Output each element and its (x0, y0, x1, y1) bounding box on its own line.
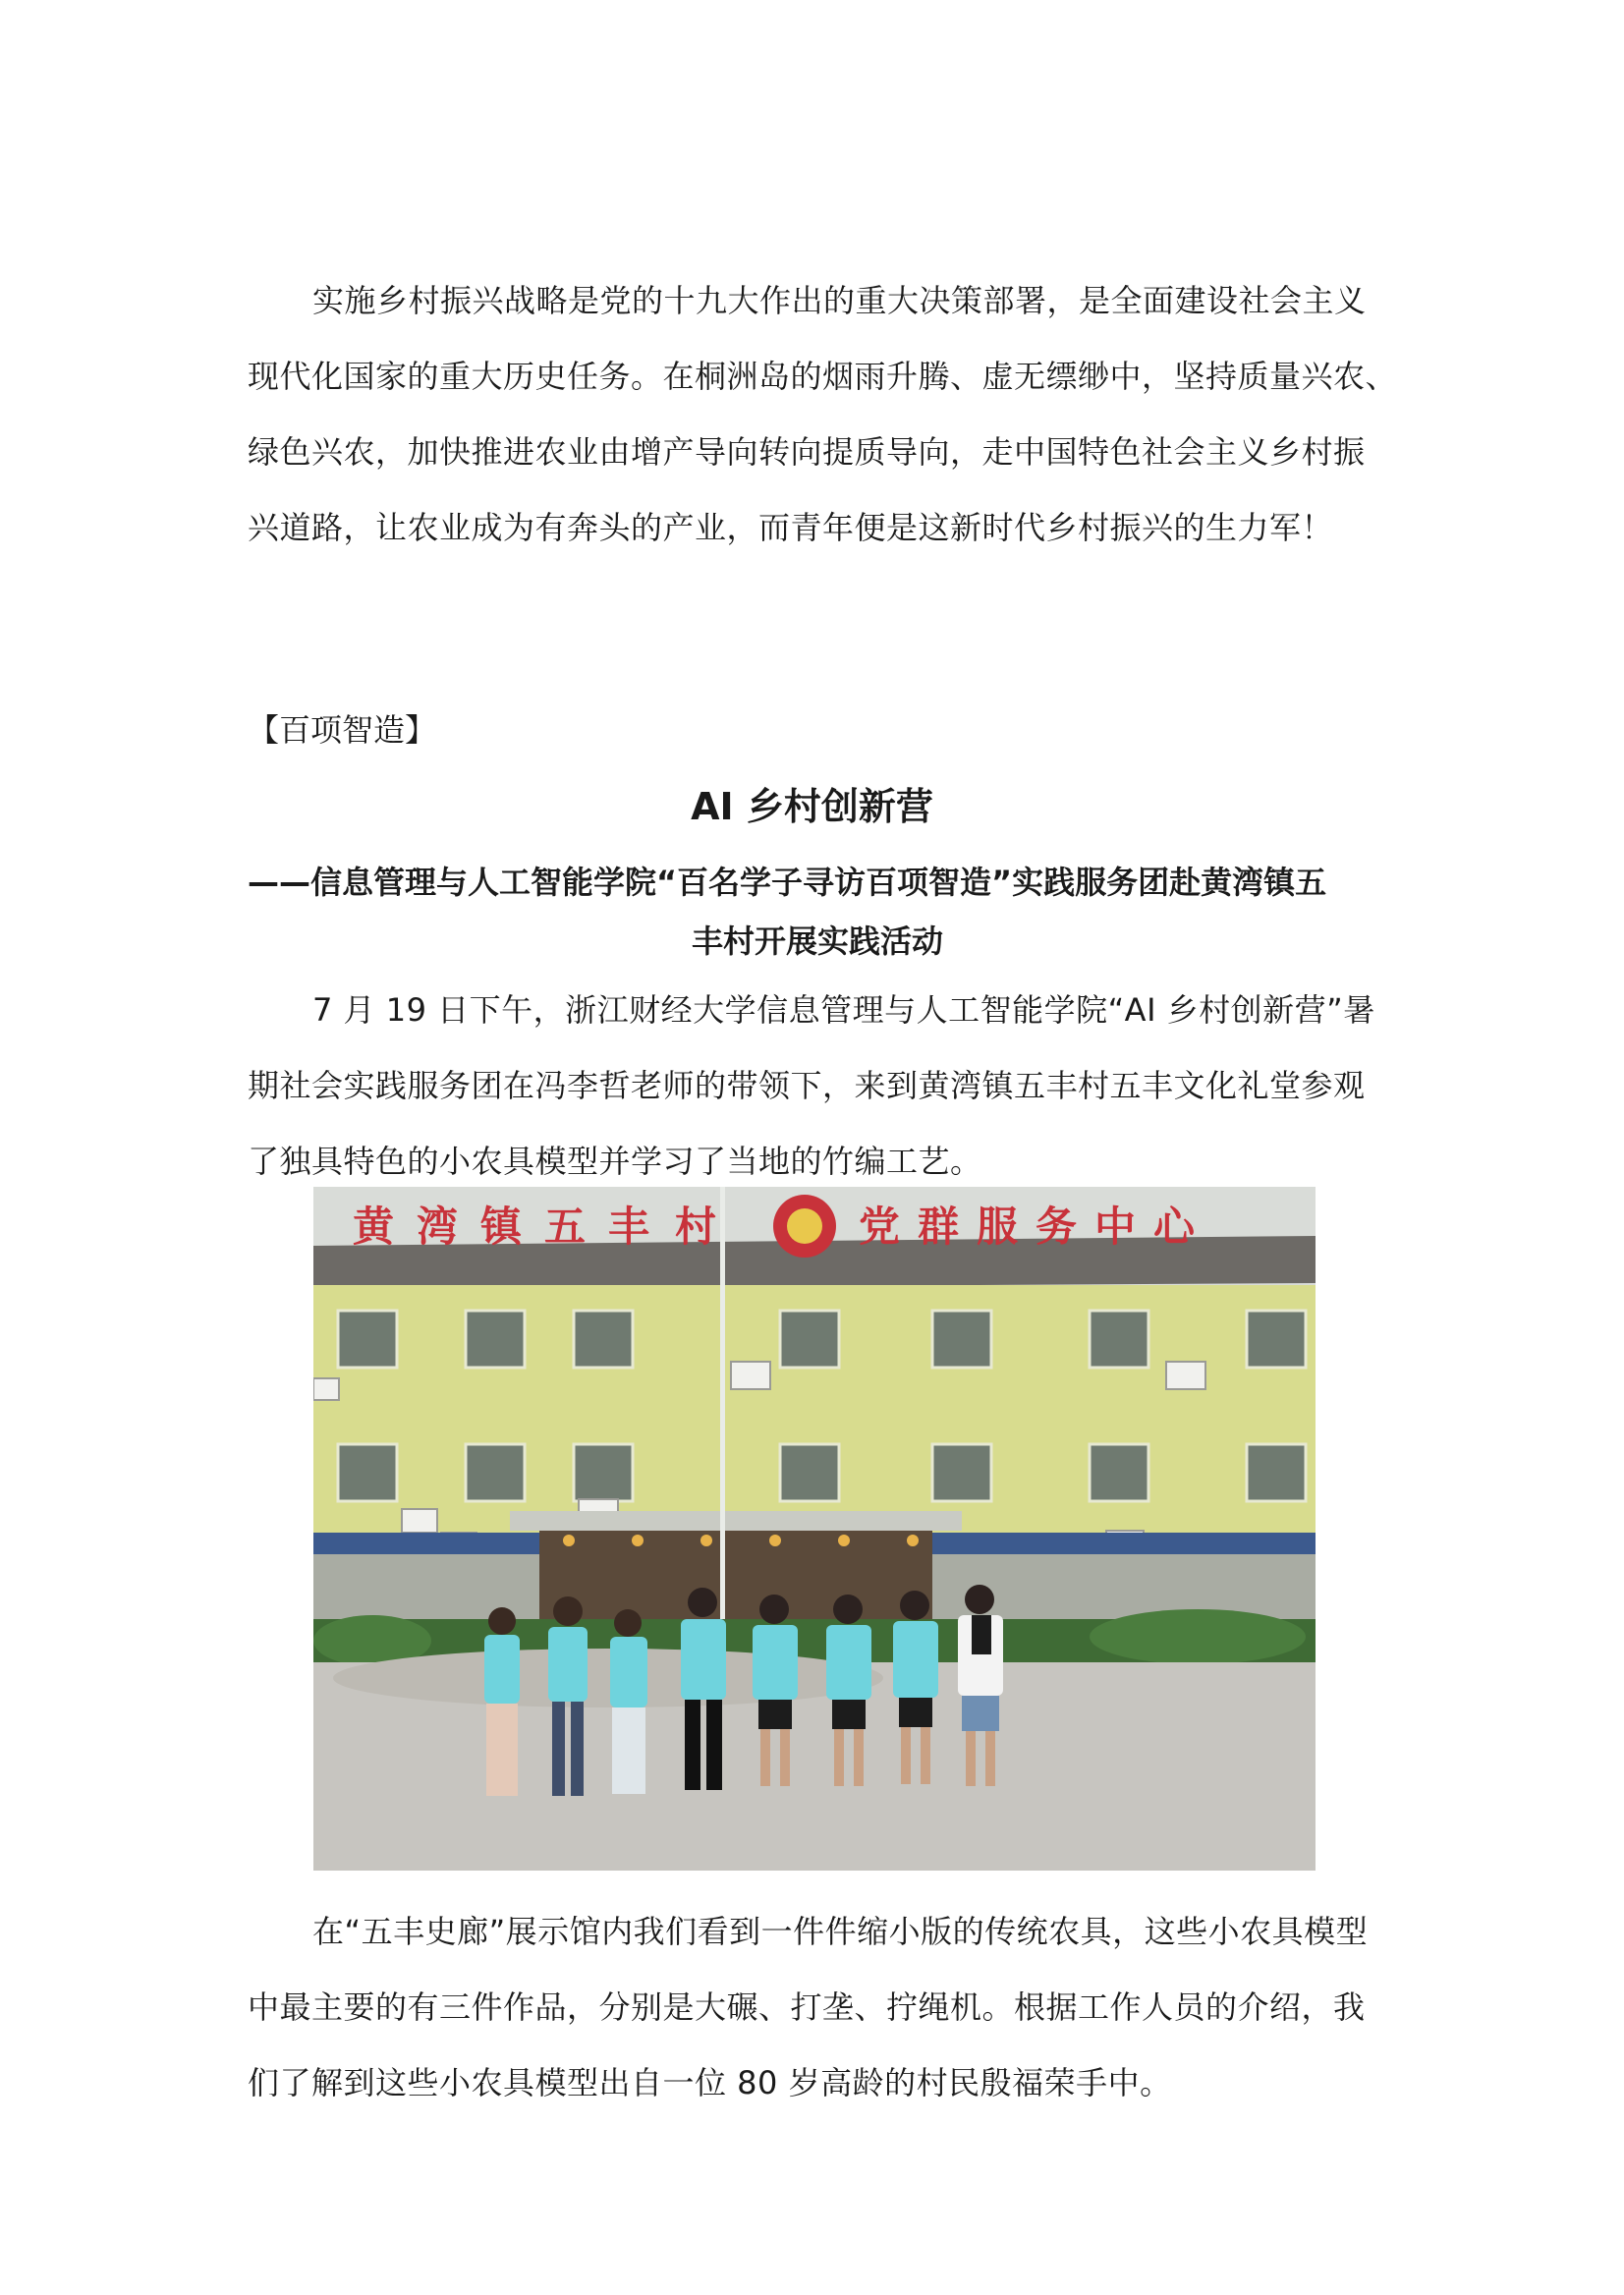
svg-text:湾: 湾 (417, 1203, 459, 1251)
svg-text:党: 党 (859, 1203, 901, 1251)
svg-text:丰: 丰 (608, 1203, 650, 1251)
intro-line: 实施乡村振兴战略是党的十九大作出的重大决策部署，是全面建设社会主义 (312, 282, 1367, 319)
subtitle-line: 丰村开展实践活动 (691, 923, 943, 960)
svg-text:务: 务 (1036, 1203, 1078, 1251)
paragraph-line: 们了解到这些小农具模型出自一位 80 岁高龄的村民殷福荣手中。 (248, 2064, 1172, 2101)
svg-text:中: 中 (1094, 1203, 1137, 1251)
article-subtitle (248, 853, 1387, 971)
intro-line: 绿色兴农，加快推进农业由增产导向转向提质导向，走中国特色社会主义乡村振 (248, 433, 1366, 471)
section-tag: 【百项智造】 (248, 711, 437, 749)
article-paragraph-2 (248, 1894, 1387, 2121)
photo-eave (313, 1533, 539, 1554)
svg-text:镇: 镇 (480, 1203, 523, 1251)
svg-text:心: 心 (1153, 1203, 1196, 1251)
paragraph-line: 期社会实践服务团在冯李哲老师的带领下，来到黄湾镇五丰村五丰文化礼堂参观 (248, 1067, 1366, 1104)
subtitle-line: ——信息管理与人工智能学院“百名学子寻访百项智造”实践服务团赴黄湾镇五 (248, 864, 1327, 901)
intro-paragraph (248, 263, 1398, 566)
svg-text:黄: 黄 (353, 1203, 395, 1251)
paragraph-line: 在“五丰史廊”展示馆内我们看到一件件缩小版的传统农具，这些小农具模型 (312, 1913, 1369, 1950)
article-title: AI 乡村创新营 (691, 785, 933, 828)
svg-text:村: 村 (675, 1203, 717, 1251)
paragraph-line: 中最主要的有三件作品，分别是大碾、打垄、拧绳机。根据工作人员的介绍，我 (248, 1988, 1366, 2026)
paragraph-line: 了独具特色的小农具模型并学习了当地的竹编工艺。 (248, 1143, 982, 1180)
intro-line: 现代化国家的重大历史任务。在桐洲岛的烟雨升腾、虚无缥缈中，坚持质量兴农、 (248, 358, 1398, 395)
photo-flagpole (720, 1187, 725, 1619)
group-photo (313, 1187, 1316, 1871)
svg-text:服: 服 (977, 1203, 1019, 1251)
svg-text:五: 五 (544, 1203, 587, 1251)
svg-text:群: 群 (918, 1203, 960, 1251)
article-paragraph-1 (248, 973, 1387, 1200)
paragraph-line: 7 月 19 日下午，浙江财经大学信息管理与人工智能学院“AI 乡村创新营”暑 (312, 991, 1375, 1029)
intro-line: 兴道路，让农业成为有奔头的产业，而青年便是这新时代乡村振兴的生力军！ (248, 509, 1334, 546)
